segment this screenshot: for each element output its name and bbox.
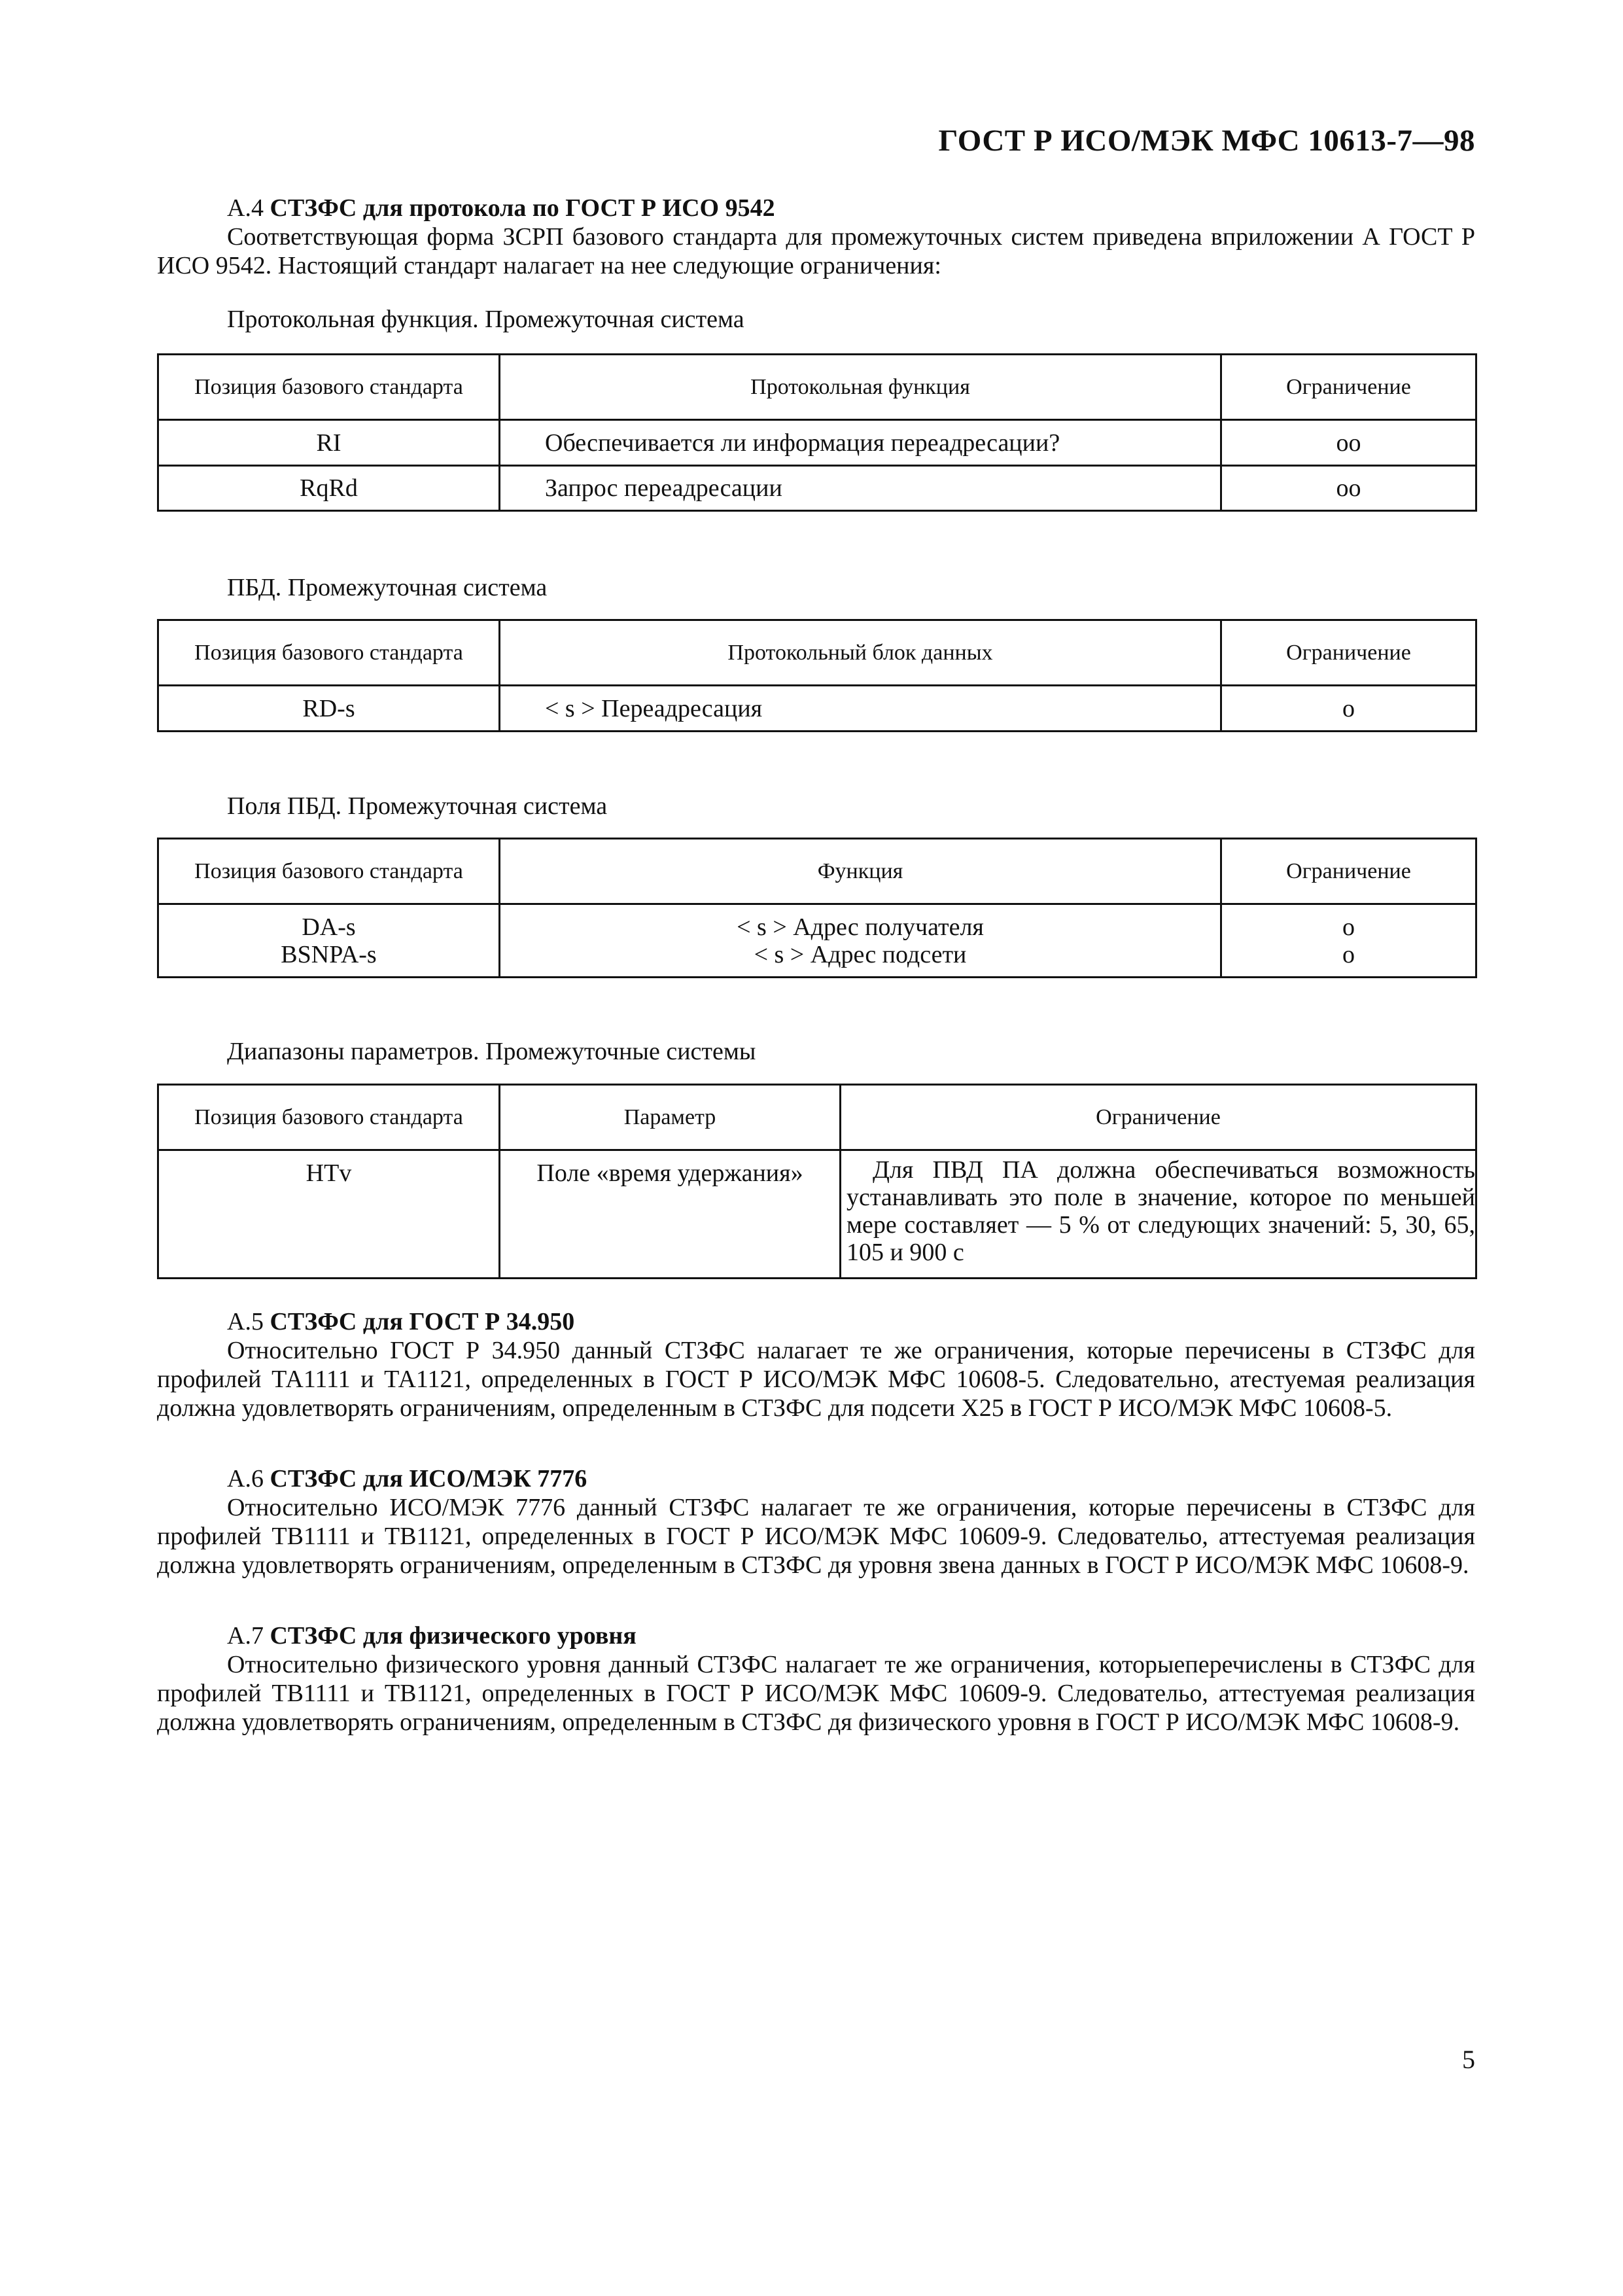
- table-cell-function: Обеспечивается ли информация переадресации?: [500, 420, 1221, 466]
- table-pdu-fields: [157, 838, 1477, 978]
- table-row: [158, 420, 1476, 466]
- table-row: [158, 686, 1476, 732]
- section-title: СТЗФС для ИСО/МЭК 7776: [270, 1465, 587, 1492]
- section-a7: [157, 1621, 1475, 1737]
- section-a7-body: Относительно физического уровня данный СТЗФС налагает те же ограничения, которыеперечислены в СТЗФС для профилей ТВ1111 и ТВ1121, определенных в ГОСТ Р ИСО/МЭК МФС 10609-9. Следовательо, аттестуемая реализация должна удовлетворять ограничениям, определенным в СТЗФС дя физического уровня в ГОСТ Р ИСО/МЭК МФС 10608-9.: [157, 1651, 1475, 1736]
- table-cell-parameter: Поле «время удержания»: [500, 1150, 841, 1279]
- column-header: Позиция базового стандарта: [158, 839, 500, 904]
- table4-caption: Диапазоны параметров. Промежуточные системы: [227, 1038, 756, 1065]
- table-cell-line: DA-s: [302, 913, 356, 941]
- column-header: Позиция базового стандарта: [158, 1085, 500, 1150]
- table-cell-constraint: [1221, 904, 1476, 978]
- column-header: Параметр: [500, 1085, 841, 1150]
- section-a5-body: Относительно ГОСТ Р 34.950 данный СТЗФС налагает те же ограничения, которые перечисены в СТЗФС для профилей ТА1111 и ТА1121, определенных в ГОСТ Р ИСО/МЭК МФС 10608-5. Следовательно, атестуемая реализация должна удовлетворять ограничениям, определенным в СТЗФС для подсети Х25 в ГОСТ Р ИСО/МЭК МФС 10608-5.: [157, 1337, 1475, 1422]
- table-cell-line: о: [1342, 913, 1355, 941]
- column-header: Ограничение: [1221, 355, 1476, 420]
- column-header: Протокольная функция: [500, 355, 1221, 420]
- constraint-text: Для ПВД ПА должна обеспечиваться возможность устанавливать это поле в значение, которое по меньшей мере составляет — 5 % от следующих значений: 5, 30, 65, 105 и 900 с: [846, 1156, 1475, 1266]
- table-cell-constraint: о: [1221, 686, 1476, 732]
- table-cell-line: о: [1342, 940, 1355, 968]
- section-number: А.5: [227, 1308, 264, 1335]
- section-a4-body: Соответствующая форма ЗСРП базового стандарта для промежуточных систем приведена вприложении А ГОСТ Р ИСО 9542. Настоящий стандарт налагает на нее следующие ограничения:: [157, 223, 1475, 279]
- table-cell-pdu: < s > Переадресация: [500, 686, 1221, 732]
- table-cell-position: RD-s: [158, 686, 500, 732]
- column-header: Позиция базового стандарта: [158, 620, 500, 686]
- section-number: А.4: [227, 194, 264, 222]
- page-number: 5: [1462, 2045, 1475, 2074]
- section-a6: [157, 1464, 1475, 1580]
- section-a6-body: Относительно ИСО/МЭК 7776 данный СТЗФС налагает те же ограничения, которые перечисены в СТЗФС для профилей ТВ1111 и ТВ1121, определенных в ГОСТ Р ИСО/МЭК МФС 10609-9. Следовательо, аттестуемая реализация должна удовлетворять ограничениям, определенным в СТЗФС дя уровня звена данных в ГОСТ Р ИСО/МЭК МФС 10608-9.: [157, 1494, 1475, 1579]
- table-row: [158, 904, 1476, 978]
- table-protocol-function: [157, 353, 1477, 512]
- table-cell-constraint: оо: [1221, 420, 1476, 466]
- section-number: А.6: [227, 1465, 264, 1492]
- table-header-row: [158, 1085, 1476, 1150]
- section-a6-heading: [157, 1464, 1475, 1493]
- table-cell-function: [500, 904, 1221, 978]
- table-cell-function: Запрос переадресации: [500, 466, 1221, 511]
- section-title: СТЗФС для физического уровня: [270, 1622, 637, 1650]
- section-a5: [157, 1307, 1475, 1422]
- table-cell-position: HTv: [158, 1150, 500, 1279]
- table-cell-position: RI: [158, 420, 500, 466]
- table-pdu: [157, 619, 1477, 732]
- table-header-row: [158, 839, 1476, 904]
- column-header: Функция: [500, 839, 1221, 904]
- section-number: А.7: [227, 1622, 264, 1650]
- section-a5-heading: [157, 1307, 1475, 1336]
- section-a4: [157, 194, 1475, 280]
- column-header: Ограничение: [841, 1085, 1476, 1150]
- column-header: Протокольный блок данных: [500, 620, 1221, 686]
- section-a7-heading: [157, 1621, 1475, 1650]
- section-a4-heading: [157, 194, 1475, 222]
- table2-caption: ПБД. Промежуточная система: [227, 574, 548, 601]
- column-header: Позиция базового стандарта: [158, 355, 500, 420]
- table-row: [158, 466, 1476, 511]
- table-header-row: [158, 355, 1476, 420]
- table-cell-position: RqRd: [158, 466, 500, 511]
- table-cell-position: [158, 904, 500, 978]
- table-cell-line: < s > Адрес получателя: [737, 913, 984, 941]
- section-title: СТЗФС для ГОСТ Р 34.950: [270, 1308, 575, 1335]
- table-cell-line: < s > Адрес подсети: [754, 940, 967, 968]
- table-cell-constraint: [841, 1150, 1476, 1279]
- table3-caption: Поля ПБД. Промежуточная система: [227, 792, 608, 820]
- table-parameter-ranges: [157, 1084, 1477, 1279]
- running-header: ГОСТ Р ИСО/МЭК МФС 10613-7—98: [938, 124, 1475, 158]
- table-row: [158, 1150, 1476, 1279]
- table1-caption: Протокольная функция. Промежуточная система: [227, 306, 744, 333]
- column-header: Ограничение: [1221, 839, 1476, 904]
- column-header: Ограничение: [1221, 620, 1476, 686]
- table-header-row: [158, 620, 1476, 686]
- section-title: СТЗФС для протокола по ГОСТ Р ИСО 9542: [270, 194, 775, 222]
- table-cell-line: BSNPA-s: [281, 940, 377, 968]
- table-cell-constraint: оо: [1221, 466, 1476, 511]
